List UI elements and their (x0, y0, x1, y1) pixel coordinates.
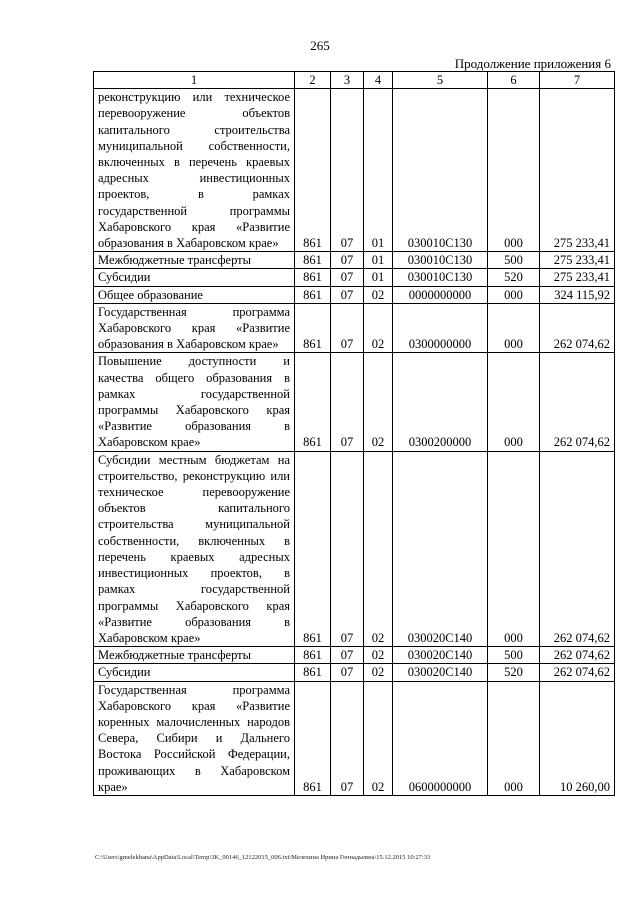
page-number: 265 (310, 38, 330, 53)
cell-col6: 000 (488, 89, 540, 252)
cell-col2: 861 (295, 647, 331, 664)
table-row (94, 303, 615, 353)
row-name: Межбюджетные трансферты (94, 252, 295, 269)
cell-col4: 02 (364, 353, 393, 451)
cell-col6: 520 (488, 664, 540, 681)
cell-col5: 0300200000 (393, 353, 488, 451)
row-name: Повышение доступности и качества общего образования в рамках государственной программы Хабаровского края «Развитие образования в Хабаровском крае» (94, 353, 295, 451)
document-footer-path: C:\Users\gmelekhana\AppData\Local\Temp\3K_00146_12122015_006.txt\Мелехина Ирина Геннадьевна\15.12.2015 10:27:33 (95, 854, 431, 861)
column-header: 3 (331, 72, 364, 89)
cell-col5: 030020С140 (393, 451, 488, 646)
cell-col5: 030010С130 (393, 269, 488, 286)
cell-col3: 07 (331, 353, 364, 451)
cell-col5: 030010С130 (393, 89, 488, 252)
table-row (94, 353, 615, 451)
row-name: Государственная программа Хабаровского края «Развитие образования в Хабаровском крае» (94, 303, 295, 353)
table-header-row (94, 72, 615, 89)
table-row (94, 451, 615, 646)
cell-col6: 000 (488, 681, 540, 795)
cell-amount: 262 074,62 (540, 353, 615, 451)
table-row (94, 647, 615, 664)
row-name: Межбюджетные трансферты (94, 647, 295, 664)
cell-col2: 861 (295, 89, 331, 252)
column-header: 7 (540, 72, 615, 89)
cell-col2: 861 (295, 451, 331, 646)
row-name: Субсидии местным бюджетам на строительство, реконструкцию или техническое перевооружение объектов капитального строительства муниципальной собственности, включенных в перечень краевых адресных инвестиционных проектов, в рамках государственной программы Хабаровского края «Развитие образования в Хабаровском крае» (94, 451, 295, 646)
cell-col2: 861 (295, 269, 331, 286)
cell-col6: 000 (488, 303, 540, 353)
column-header: 1 (94, 72, 295, 89)
cell-col4: 02 (364, 681, 393, 795)
cell-col5: 0300000000 (393, 303, 488, 353)
column-header: 5 (393, 72, 488, 89)
cell-col3: 07 (331, 303, 364, 353)
column-header: 4 (364, 72, 393, 89)
cell-col2: 861 (295, 303, 331, 353)
cell-col2: 861 (295, 286, 331, 303)
cell-col3: 07 (331, 286, 364, 303)
cell-col4: 01 (364, 269, 393, 286)
table-row (94, 681, 615, 795)
cell-col4: 02 (364, 664, 393, 681)
cell-col5: 030020С140 (393, 664, 488, 681)
table-row (94, 252, 615, 269)
budget-table (93, 71, 615, 796)
cell-col4: 02 (364, 303, 393, 353)
cell-amount: 275 233,41 (540, 89, 615, 252)
cell-amount: 275 233,41 (540, 269, 615, 286)
cell-col3: 07 (331, 252, 364, 269)
cell-col3: 07 (331, 647, 364, 664)
row-name: Субсидии (94, 664, 295, 681)
cell-col4: 01 (364, 89, 393, 252)
cell-amount: 275 233,41 (540, 252, 615, 269)
appendix-continuation-label: Продолжение приложения 6 (454, 56, 611, 71)
cell-col6: 520 (488, 269, 540, 286)
column-header: 2 (295, 72, 331, 89)
row-name: Общее образование (94, 286, 295, 303)
cell-amount: 262 074,62 (540, 303, 615, 353)
cell-col5: 030010С130 (393, 252, 488, 269)
table-row (94, 269, 615, 286)
cell-col2: 861 (295, 252, 331, 269)
cell-col3: 07 (331, 89, 364, 252)
cell-col4: 01 (364, 252, 393, 269)
cell-col5: 0600000000 (393, 681, 488, 795)
table-row (94, 664, 615, 681)
cell-col5: 030020С140 (393, 647, 488, 664)
cell-amount: 262 074,62 (540, 451, 615, 646)
cell-col4: 02 (364, 286, 393, 303)
cell-col5: 0000000000 (393, 286, 488, 303)
table-row (94, 89, 615, 252)
cell-col6: 000 (488, 286, 540, 303)
cell-col6: 500 (488, 252, 540, 269)
table-row (94, 286, 615, 303)
cell-col3: 07 (331, 664, 364, 681)
cell-col2: 861 (295, 681, 331, 795)
cell-amount: 262 074,62 (540, 647, 615, 664)
cell-col6: 000 (488, 451, 540, 646)
cell-col2: 861 (295, 353, 331, 451)
cell-col6: 000 (488, 353, 540, 451)
cell-col3: 07 (331, 269, 364, 286)
row-name: Государственная программа Хабаровского края «Развитие коренных малочисленных народов Севера, Сибири и Дальнего Востока Российской Федерации, проживающих в Хабаровском крае» (94, 681, 295, 795)
cell-col4: 02 (364, 647, 393, 664)
cell-col3: 07 (331, 681, 364, 795)
row-name: Субсидии (94, 269, 295, 286)
cell-amount: 10 260,00 (540, 681, 615, 795)
cell-col6: 500 (488, 647, 540, 664)
cell-amount: 324 115,92 (540, 286, 615, 303)
cell-col4: 02 (364, 451, 393, 646)
row-name: реконструкцию или техническое перевооружение объектов капитального строительства муниципальной собственности, включенных в перечень краевых адресных инвестиционных проектов, в рамках государственной программы Хабаровского края «Развитие образования в Хабаровском крае» (94, 89, 295, 252)
cell-amount: 262 074,62 (540, 664, 615, 681)
cell-col3: 07 (331, 451, 364, 646)
cell-col2: 861 (295, 664, 331, 681)
column-header: 6 (488, 72, 540, 89)
